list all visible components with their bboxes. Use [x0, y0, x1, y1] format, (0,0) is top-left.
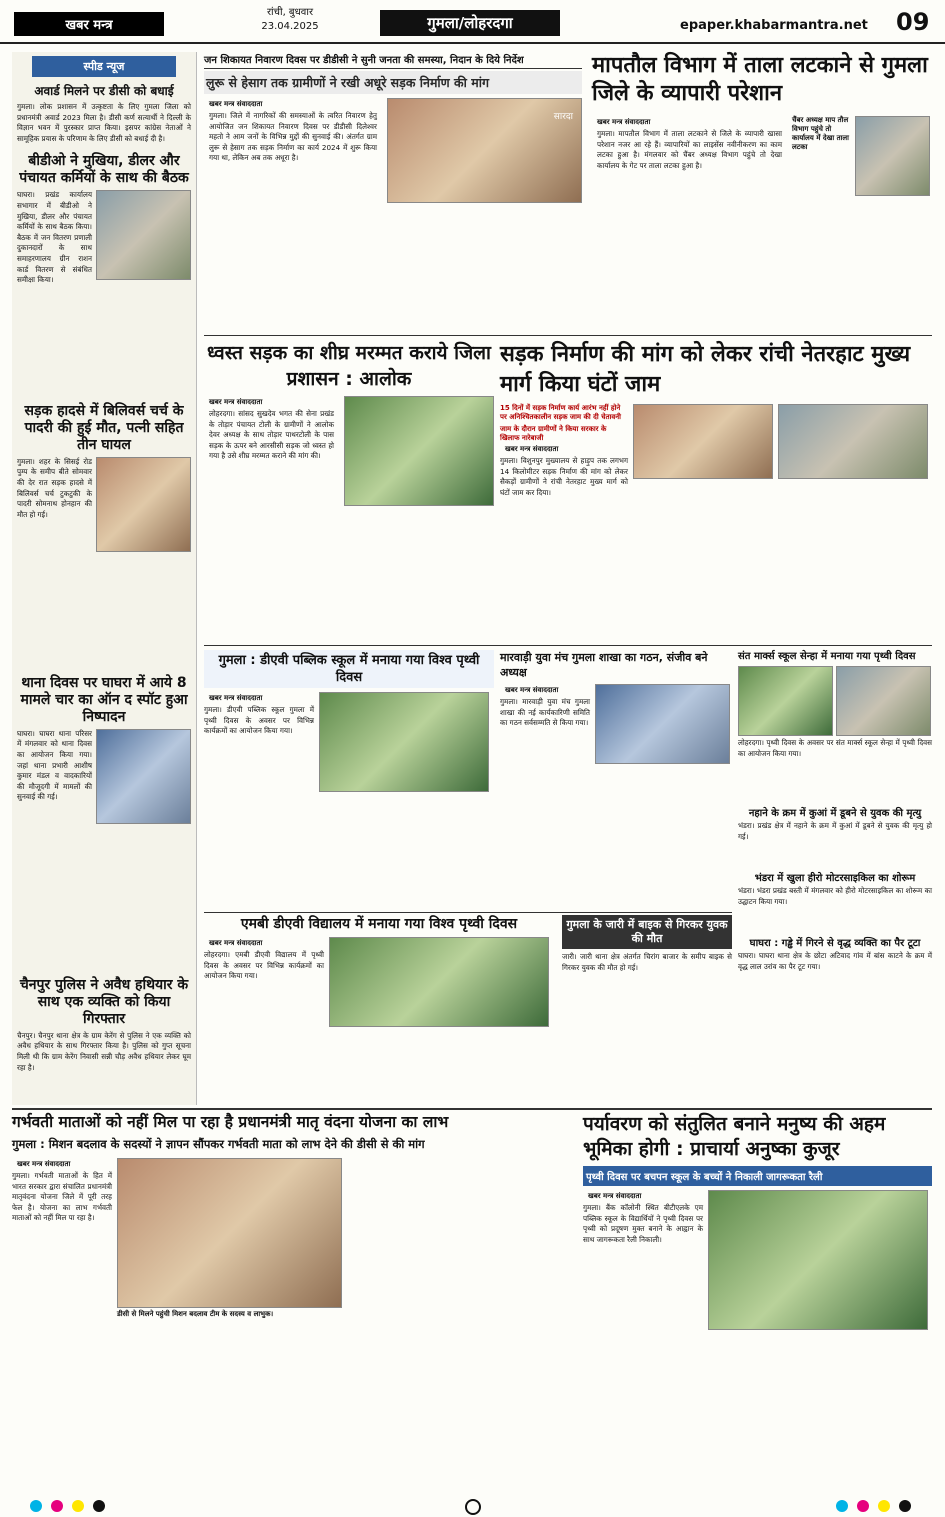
story11-text: लोहरदगा। एमबी डीएवी विद्यालय में पृथ्वी दिवस के अवसर पर विभिन्न कार्यक्रमों का आयोजन किया गया।: [204, 950, 324, 981]
story-maternity-scheme: [12, 1112, 577, 1492]
story9-headline: भंडरा में खुला हीरो मोटरसाइकिल का शोरूम: [754, 873, 916, 884]
black-dot: [93, 1500, 105, 1512]
story14-subhead: पृथ्वी दिवस पर बचपन स्कूल के बच्चों ने निकाली जागरूकता रैली: [583, 1166, 932, 1186]
story10-text: घाघरा। घाघरा थाना क्षेत्र के छोटा अटिवाद गांव में बांस काटने के क्रम में वृद्ध लाल उरांव का पैर टूट गया।: [738, 951, 932, 971]
story6-text: गुमला। मारवाड़ी युवा मंच गुमला शाखा की नई कार्यकारिणी समिति का गठन सर्वसम्मति से किया गया।: [500, 697, 590, 728]
story12-headline: गुमला के जारी में बाइक से गिरकर युवक की मौत: [562, 915, 732, 949]
rally-photo: [708, 1190, 928, 1330]
dateline-city: रांची, बुधवार: [266, 7, 314, 18]
blockade-photo-2: [778, 404, 928, 479]
story-mb-dav: [204, 915, 554, 1105]
story11-byline: खबर मन्त्र संवाददाता: [209, 939, 263, 947]
st-marks-photo-2: [836, 666, 931, 736]
mb-dav-photo: [329, 937, 549, 1027]
dav-students-photo: [319, 692, 489, 792]
st-marks-photo-1: [738, 666, 833, 736]
sidebar-headline-4: थाना दिवस पर घाघरा में आये 8 मामले चार का ऑन द स्पॉट हुआ निष्पादन: [20, 674, 188, 725]
story6-byline: खबर मन्त्र संवाददाता: [505, 686, 559, 694]
newspaper-logo: खबर मन्त्र: [14, 12, 164, 36]
story-environment: [583, 1112, 932, 1492]
bdo-meeting-photo: [96, 190, 191, 280]
story12-text: जारी। जारी थाना क्षेत्र अंतर्गत चिरांग बाजार के समीप बाइक से गिरकर युवक की मौत हो गई।: [562, 952, 732, 972]
story14-headline: पर्यावरण को संतुलित बनाने मनुष्य की अहम भूमिका होगी : प्राचार्या अनुष्का कुजूर: [583, 1113, 886, 1160]
story13-headline: गर्भवती माताओं को नहीं मिल पा रहा है प्रधानमंत्री मातृ वंदना योजना का लाभ: [12, 1113, 449, 1131]
story-pit-fall: [738, 935, 932, 995]
story2-byline: खबर मन्त्र संवाददाता: [597, 118, 651, 126]
story11-headline: एमबी डीएवी विद्यालय में मनाया गया विश्व पृथ्वी दिवस: [240, 916, 518, 932]
story-hero-showroom: [738, 870, 932, 930]
dateline: [245, 6, 335, 34]
story13-byline: खबर मन्त्र संवाददाता: [17, 1160, 71, 1168]
story13-subhead: गुमला : मिशन बदलाव के सदस्यों ने ज्ञापन सौंपकर गर्भवती माता को लाभ देने की डीसी से की मांग: [12, 1137, 425, 1151]
story1-byline: खबर मन्त्र संवाददाता: [209, 100, 263, 108]
story3-byline: खबर मन्त्र संवाददाता: [209, 398, 263, 406]
cyan-dot: [836, 1500, 848, 1512]
thana-diwas-photo: [96, 729, 191, 824]
story-road-blockade: [500, 340, 932, 640]
sidebar-text-4: घाघरा। घाघरा थाना परिसर में मंगलवार को थाना दिवस का आयोजन किया गया। जहां थाना प्रभारी आशीष कुमार मंडल व वादकारियों की मौजूदगी में मामलों की सुनवाई की गई।: [17, 728, 92, 802]
story8-text: भंडरा। प्रखंड क्षेत्र में नहाने के क्रम में कुआं में डूबने से युवक की मृत्यु हो गई।: [738, 821, 932, 841]
speed-news-sidebar: [12, 52, 197, 1105]
story-st-marks: [738, 650, 932, 800]
locked-office-photo: [855, 116, 930, 196]
story14-text: गुमला। बैंक कॉलोनी स्थित बीटीएलके एम पब्लिक स्कूल के विद्यार्थियों ने पृथ्वी दिवस पर पृथ्वी को प्रदूषण मुक्त बनाने के आह्वान के साथ जागरूकता रैली निकाली।: [583, 1203, 703, 1244]
yellow-dot: [878, 1500, 890, 1512]
dateline-date: 23.04.2025: [261, 21, 319, 32]
story3-text: लोहरदगा। सांसद सुखदेव भगत की सेना प्रखंड के तोड़ार पंचायत टोली के ग्रामीणों ने आलोक देवर अध्यक्ष के साथ तोड़ार पाथरटोली के पास सड़क के ऊपर बने आरसीसी सड़क जो ध्वस्त हो गया है उसे शीघ्र मरम्मत कराने की मांग की।: [209, 409, 334, 461]
color-dots-left: [30, 1497, 109, 1516]
crosshair-icon: [465, 1499, 481, 1515]
sidebar-text-2: घाघरा। प्रखंड कार्यालय सभागार में बीडीओ ने मुखिया, डीलर और पंचायत कर्मियों के साथ बैठक किया। बैठक में जन वितरण प्रणाली दुकानदारों के साथ समाहरणालय ग्रीन राशन कार्ड वितरण से संबंधित समीक्षा किया।: [17, 190, 92, 285]
story1-text: गुमला। जिले में नागरिकों की समस्याओं के त्वरित निवारण हेतु आयोजित जन शिकायत निवारण दिवस पर डीडीसी दिलेश्वर महतो ने आम जनों के विभिन्न मुद्दों की सुनवाई की। अंतर्गत ग्राम लुरू से हेसाग तक सड़क निर्माण का कार्य 2024 में शुरू किया गया था, लेकिन अब तक अधूरा है।: [209, 111, 377, 163]
story14-byline: खबर मन्त्र संवाददाता: [588, 1192, 642, 1200]
registration-marks: [0, 1496, 945, 1517]
sidebar-text-3: गुमला। शहर के सिसई रोड पुम्प के समीप बीते सोमवार की देर रात सड़क हादसे में बिलिवर्स चर्च टुकटुकी के पादरी सोमनाथ होनहान की मौत हो गई।: [17, 456, 92, 519]
story1-headline: लुरू से हेसाग तक ग्रामीणों ने रखी अधूरे सड़क निर्माण की मांग: [204, 71, 582, 94]
epaper-url[interactable]: epaper.khabarmantra.net: [680, 18, 868, 33]
sidebar-headline-2: बीडीओ ने मुखिया, डीलर और पंचायत कर्मियों के साथ की बैठक: [19, 153, 189, 187]
damaged-road-photo: [344, 396, 494, 506]
story-marwari-manch: [500, 650, 730, 910]
sidebar-headline-1: अवार्ड मिलने पर डीसी को बधाई: [34, 84, 174, 98]
page-number: 09: [896, 8, 930, 36]
rule-3: [204, 912, 732, 913]
mission-badlav-photo: [117, 1158, 342, 1308]
color-dots-right: [836, 1497, 915, 1516]
marwari-meeting-photo: [595, 684, 730, 764]
story4-bullet-1: 15 दिनों में सड़क निर्माण कार्य आरंभ नहीं होने पर अनिश्चितकालीन सड़क जाम की दी चेतावनी: [500, 404, 621, 421]
sidebar-spacer-2: [12, 824, 196, 974]
sidebar-headline-3: सड़क हादसे में बिलिवर्स चर्च के पादरी की हुई मौत, पत्नी सहित तीन घायल: [24, 402, 184, 453]
story5-byline: खबर मन्त्र संवाददाता: [209, 694, 263, 702]
story6-headline: मारवाड़ी युवा मंच गुमला शाखा का गठन, संजीव बने अध्यक्ष: [500, 651, 708, 679]
story8-headline: नहाने के क्रम में कुआं में डूबने से युवक की मृत्यु: [748, 808, 922, 819]
story1-top-line: जन शिकायत निवारण दिवस पर डीडीसी ने सुनी जनता की समस्या, निदान के दिये निर्देश: [204, 52, 582, 69]
yellow-dot: [72, 1500, 84, 1512]
sidebar-spacer-1: [12, 552, 196, 672]
story7-headline: संत मार्क्स स्कूल सेन्हा में मनाया गया पृथ्वी दिवस: [738, 651, 916, 662]
cyan-dot: [30, 1500, 42, 1512]
sidebar-text-1: गुमला। लोक प्रशासन में उत्कृष्टता के लिए गुमला जिला को प्रधानमंत्री अवार्ड 2023 मिला है। डीसी कर्ण सत्यार्थी ने दिल्ली के विज्ञान भवन में पुरस्कार प्राप्त किया। इसपर कांग्रेस नेताओं ने सामूहिक प्रयास के परिणाम के लिए डीसी को बधाई दी है।: [17, 102, 191, 143]
story4-bullet-2: जाम के दौरान ग्रामीणों ने किया सरकार के खिलाफ नारेबाजी: [500, 425, 607, 442]
masthead: [0, 0, 945, 44]
story-damaged-road: [204, 340, 494, 640]
story2-caption: चैंबर अध्यक्ष माप तौल विभाग पहुंचे तो कार्यालय में देखा ताला लटका: [792, 116, 849, 151]
magenta-dot: [51, 1500, 63, 1512]
story-measurement-dept: [592, 52, 932, 342]
story4-byline: खबर मन्त्र संवाददाता: [505, 445, 559, 453]
story-road-demand: [204, 52, 582, 332]
story2-text: गुमला। मापतौल विभाग में ताला लटकाने से जिले के व्यापारी खासा परेशान नजर आ रहे हैं। व्यापारियों का लाइसेंस नवीनीकरण का काम लटका हुआ है। मंगलवार को चैंबर अध्यक्ष विभाग पहुंचे तो देखा कार्यालय के गेट पर ताला लटका हुआ है।: [597, 129, 782, 170]
speed-news-tab: स्पीड न्यूज: [32, 56, 176, 77]
story5-text: गुमला। डीएवी पब्लिक स्कूल गुमला में पृथ्वी दिवस के अवसर पर विभिन्न कार्यक्रमों का आयोजन किया गया।: [204, 705, 314, 736]
story-bike-accident: [562, 915, 732, 1105]
section-title: गुमला/लोहरदगा: [380, 10, 560, 36]
magenta-dot: [857, 1500, 869, 1512]
rule-1: [204, 335, 932, 336]
story10-headline: घाघरा : गड्ढे में गिरने से वृद्ध व्यक्ति का पैर टूटा: [749, 938, 921, 949]
story7-text: लोहरदगा। पृथ्वी दिवस के अवसर पर संत मार्क्स स्कूल सेन्हा में पृथ्वी दिवस का आयोजन किया गया।: [738, 738, 932, 758]
rule-2: [204, 645, 932, 646]
blockade-photo-1: [633, 404, 773, 479]
rule-4: [12, 1108, 932, 1110]
photo-text: सारदा: [553, 112, 573, 122]
story4-headline: सड़क निर्माण की मांग को लेकर रांची नेतरहाट मुख्य मार्ग किया घंटों जाम: [500, 342, 911, 397]
ddc-hearing-photo: [387, 98, 582, 203]
story4-text: गुमला। विशुनपुर मुख्यालय से हाड़ुप तक लगभग 14 किलोमीटर सड़क निर्माण की मांग को लेकर सैकड़ों ग्रामीणों ने रांची नेतरहाट मुख्य मार्ग को घंटों जाम कर दिया।: [500, 456, 628, 497]
sidebar-text-5: चैनपुर। चैनपुर थाना क्षेत्र के ग्राम केरेंग से पुलिस ने एक व्यक्ति को अवैध हथियार के साथ गिरफ्तार किया है। पुलिस को गुप्त सूचना मिली थी कि ग्राम केरेंग निवासी सन्नी चौड़ अवैध हथियार लेकर घूम रहा है।: [17, 1030, 191, 1072]
sidebar-headline-5: चैनपुर पुलिस ने अवैध हथियार के साथ एक व्यक्ति को किया गिरफ्तार: [19, 976, 189, 1027]
story2-headline: मापतौल विभाग में ताला लटकाने से गुमला जिले के व्यापारी परेशान: [592, 53, 928, 106]
story3-headline: ध्वस्त सड़क का शीघ्र मरम्मत कराये जिला प्रशासन : आलोक: [207, 342, 491, 390]
black-dot: [899, 1500, 911, 1512]
story13-text: गुमला। गर्भवती माताओं के हित में भारत सरकार द्वारा संचालित प्रधानमंत्री मातृवंदना योजना जिले में पूरी तरह फेल है। योजना का लाभ गर्भवती माताओं को नहीं मिल पा रहा है।: [12, 1171, 112, 1223]
sidebar-filler-1: [12, 290, 196, 400]
story13-caption: डीसी से मिलने पहुंची मिशन बदलाव टीम के सदस्य व लाभुक।: [117, 1310, 274, 1318]
accident-photo: [96, 457, 191, 552]
story9-text: भंडरा। भंडरा प्रखंड बस्ती में मंगलवार को हीरो मोटरसाइकिल का शोरूम का उद्घाटन किया गया।: [738, 886, 932, 906]
story-well-drowning: [738, 805, 932, 865]
story-dav-earth-day: [204, 650, 494, 910]
story5-headline: गुमला : डीएवी पब्लिक स्कूल में मनाया गया विश्व पृथ्वी दिवस: [204, 650, 494, 688]
